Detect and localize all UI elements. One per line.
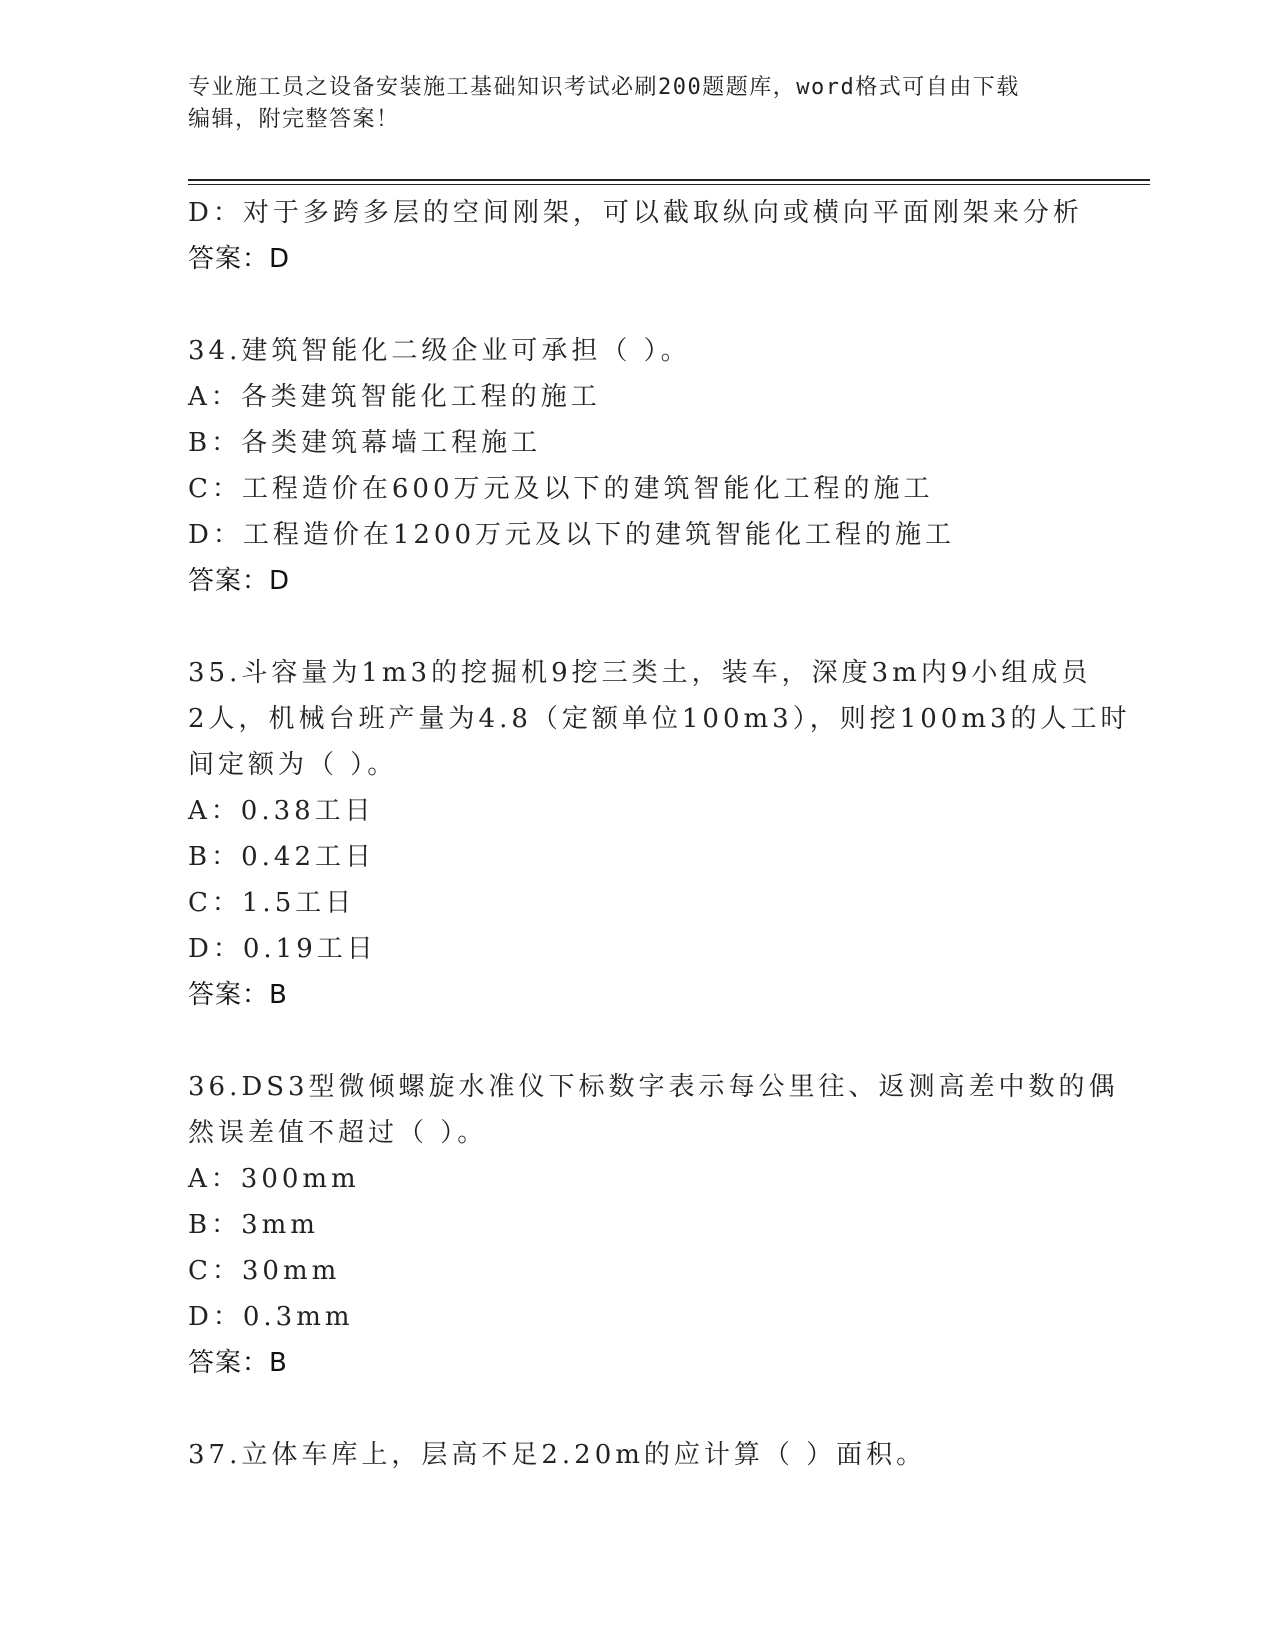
spacer <box>188 1018 1088 1064</box>
option-a: A：300mm <box>188 1164 360 1194</box>
option-b: B：0.42工日 <box>188 842 375 872</box>
option-b: B：3mm <box>188 1210 319 1240</box>
question-text-line-2: 2人，机械台班产量为4.8（定额单位100m3），则挖100m3的人工时 <box>188 704 1131 734</box>
spacer <box>188 282 1088 328</box>
option-a: A：各类建筑智能化工程的施工 <box>188 382 601 412</box>
question-text-line-3: 间定额为（ ）。 <box>188 750 398 780</box>
option-c: C：工程造价在600万元及以下的建筑智能化工程的施工 <box>188 474 934 504</box>
option-c: C：1.5工日 <box>188 888 356 918</box>
option-b: B：各类建筑幕墙工程施工 <box>188 428 542 458</box>
option-c: C：30mm <box>188 1256 341 1286</box>
answer-line: 答案：D <box>188 244 291 274</box>
answer-line: 答案：B <box>188 980 288 1010</box>
question-block-35 <box>188 650 1131 1018</box>
document-body <box>188 190 1131 1478</box>
question-block-37 <box>188 1432 1088 1478</box>
option-d: D：0.19工日 <box>188 934 377 964</box>
question-text-line-1: 36.DS3型微倾螺旋水准仪下标数字表示每公里往、返测高差中数的偶 <box>188 1072 1119 1102</box>
spacer <box>188 1386 1088 1432</box>
option-a: A：0.38工日 <box>188 796 375 826</box>
option-d: D：0.3mm <box>188 1302 354 1332</box>
document-header <box>188 72 1068 136</box>
header-divider-thin <box>188 184 1150 185</box>
header-line-1: 专业施工员之设备安装施工基础知识考试必刷200题题库，word格式可自由下载 <box>188 75 1020 100</box>
option-d: D：对于多跨多层的空间刚架，可以截取纵向或横向平面刚架来分析 <box>188 198 1083 228</box>
header-divider-thick <box>188 179 1150 181</box>
question-text: 34.建筑智能化二级企业可承担（ ）。 <box>188 336 691 366</box>
header-line-2: 编辑，附完整答案！ <box>188 107 400 132</box>
answer-line: 答案：D <box>188 566 291 596</box>
question-block-36 <box>188 1064 1119 1386</box>
question-text: 37.立体车库上，层高不足2.20m的应计算（ ）面积。 <box>188 1440 927 1470</box>
spacer <box>188 604 1088 650</box>
question-block-34 <box>188 328 1088 604</box>
answer-line: 答案：B <box>188 1348 288 1378</box>
question-text-line-1: 35.斗容量为1m3的挖掘机9挖三类土，装车，深度3m内9小组成员 <box>188 658 1092 688</box>
option-d: D：工程造价在1200万元及以下的建筑智能化工程的施工 <box>188 520 956 550</box>
question-text-line-2: 然误差值不超过（ ）。 <box>188 1118 488 1148</box>
question-block-33 <box>188 190 1088 282</box>
